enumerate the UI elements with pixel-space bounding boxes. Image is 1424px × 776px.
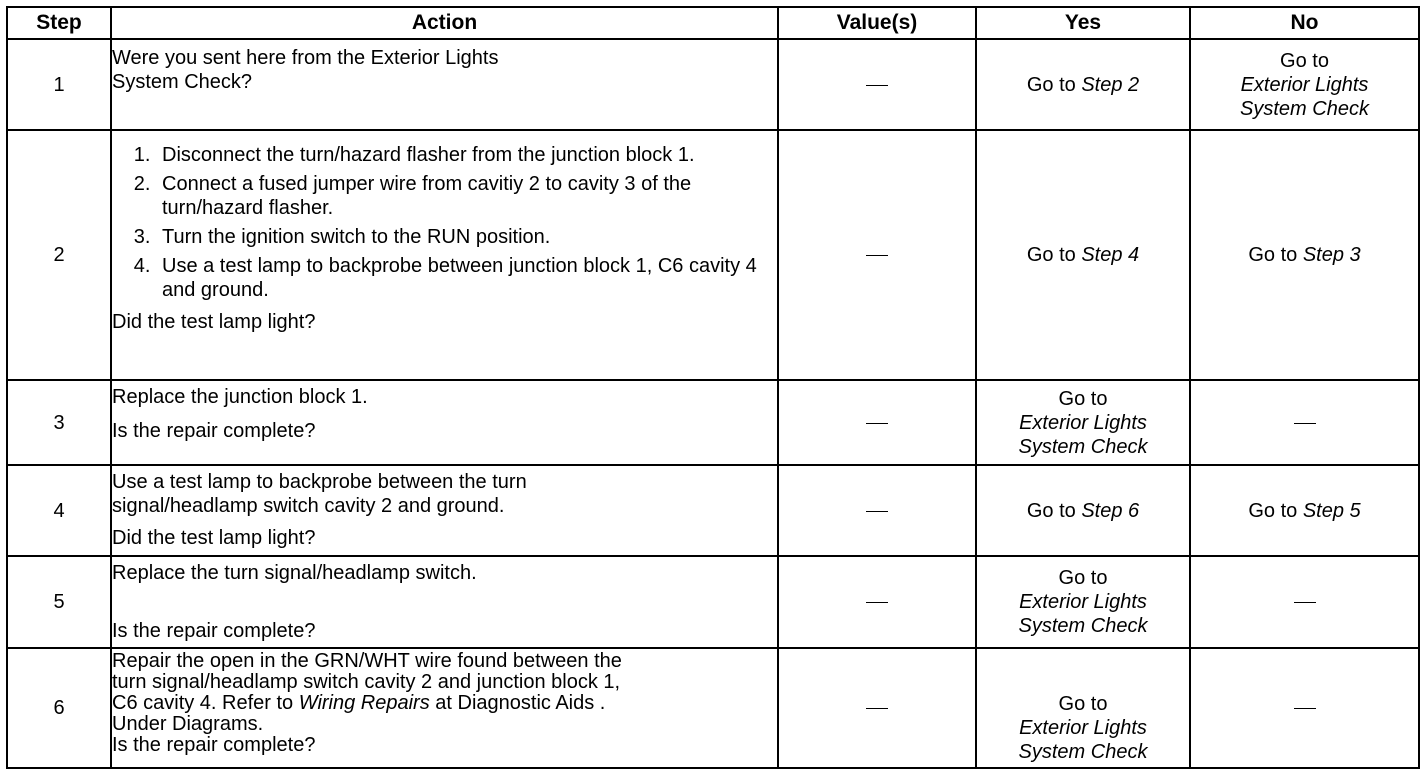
step-number: 6: [7, 648, 111, 768]
no-cell: [1190, 465, 1419, 556]
step-number: 3: [7, 380, 111, 465]
yes-cell: [976, 648, 1190, 768]
yes-prefix: Go to: [1026, 73, 1082, 96]
step-number: 1: [7, 39, 111, 130]
step-number: 4: [7, 465, 111, 556]
dash-mark: [866, 85, 888, 86]
question-text: Is the repair complete?: [112, 734, 316, 756]
no-step-link[interactable]: Step 5: [1302, 499, 1361, 522]
no-prefix: Go to: [1248, 244, 1303, 266]
question-text: Did the test lamp light?: [112, 311, 316, 333]
action-text: Use a test lamp to backprobe between the turn: [112, 471, 527, 493]
yes-link[interactable]: System Check: [1018, 615, 1148, 637]
yes-step-link[interactable]: Step 4: [1081, 244, 1140, 266]
yes-link[interactable]: Exterior Lights: [1019, 717, 1147, 739]
no-link[interactable]: System Check: [1240, 97, 1369, 120]
list-item: 1. Disconnect the turn/hazard flasher from the junction block 1.: [156, 143, 777, 167]
action-text: turn signal/headlamp switch cavity 2 and junction block 1,: [112, 671, 621, 693]
step-number: 2: [7, 130, 111, 380]
table-row: [7, 648, 1419, 768]
no-cell: [1190, 39, 1419, 130]
table-row: [7, 39, 1419, 130]
no-cell: [1190, 380, 1419, 465]
question-text: Is the repair complete?: [112, 620, 316, 642]
list-item: 3. Turn the ignition switch to the RUN position.: [156, 225, 777, 249]
diagnostic-table: [6, 6, 1420, 769]
yes-prefix: Go to: [1058, 387, 1108, 410]
no-cell: [1190, 556, 1419, 648]
action-cell: [111, 380, 778, 465]
action-text: Replace the turn signal/headlamp switch.: [112, 562, 477, 584]
dash-mark: [1294, 423, 1316, 424]
action-cell: [111, 556, 778, 648]
action-cell: [111, 648, 778, 768]
action-text: Under Diagrams.: [112, 713, 264, 735]
value-cell: [778, 39, 976, 130]
no-prefix: Go to: [1280, 49, 1329, 72]
header-values: Value(s): [778, 7, 976, 39]
dash-mark: [1294, 708, 1316, 709]
dash-mark: [866, 255, 888, 256]
action-cell: [111, 130, 778, 380]
action-text: Were you sent here from the Exterior Lights: [112, 47, 499, 69]
wiring-repairs-link[interactable]: Wiring Repairs: [298, 692, 430, 714]
yes-link[interactable]: Exterior Lights: [1019, 411, 1147, 434]
action-text: [112, 693, 777, 714]
value-cell: [778, 465, 976, 556]
action-text: System Check?: [112, 71, 253, 93]
no-step-link[interactable]: Step 3: [1302, 244, 1361, 266]
yes-cell: [976, 380, 1190, 465]
yes-link[interactable]: Exterior Lights: [1019, 591, 1147, 613]
action-cell: [111, 39, 778, 130]
dash-mark: [866, 511, 888, 512]
dash-mark: [866, 708, 888, 709]
action-text-post: at Diagnostic Aids .: [429, 692, 606, 714]
no-link[interactable]: Exterior Lights: [1240, 73, 1369, 96]
no-cell: [1190, 130, 1419, 380]
action-text: signal/headlamp switch cavity 2 and ground.: [112, 495, 505, 517]
yes-step-link[interactable]: Step 2: [1081, 73, 1140, 96]
yes-link[interactable]: System Check: [1018, 741, 1148, 763]
header-step: Step: [7, 7, 111, 39]
dash-mark: [1294, 602, 1316, 603]
action-text: Repair the open in the GRN/WHT wire found between the: [112, 650, 622, 672]
table-row: [7, 380, 1419, 465]
header-no: No: [1190, 7, 1419, 39]
question-text: Is the repair complete?: [112, 420, 316, 442]
table-row: [7, 130, 1419, 380]
yes-cell: [976, 130, 1190, 380]
action-text: Replace the junction block 1.: [112, 386, 368, 408]
yes-prefix: Go to: [1058, 567, 1108, 589]
yes-cell: [976, 556, 1190, 648]
action-cell: [111, 465, 778, 556]
yes-cell: [976, 465, 1190, 556]
value-cell: [778, 648, 976, 768]
action-text-pre: C6 cavity 4. Refer to: [112, 692, 299, 714]
action-step-list: [112, 143, 777, 302]
yes-prefix: Go to: [1026, 244, 1082, 266]
yes-step-link[interactable]: Step 6: [1081, 499, 1140, 522]
table-row: [7, 556, 1419, 648]
no-prefix: Go to: [1248, 499, 1303, 522]
yes-link[interactable]: System Check: [1018, 435, 1148, 458]
yes-cell: [976, 39, 1190, 130]
value-cell: [778, 380, 976, 465]
table-row: [7, 465, 1419, 556]
list-item: 2. Connect a fused jumper wire from cavitiy 2 to cavity 3 of the turn/hazard flasher.: [156, 172, 777, 220]
dash-mark: [866, 602, 888, 603]
header-row: [7, 7, 1419, 39]
list-item: 4. Use a test lamp to backprobe between junction block 1, C6 cavity 4 and ground.: [156, 254, 777, 302]
header-action: Action: [111, 7, 778, 39]
step-number: 5: [7, 556, 111, 648]
yes-prefix: Go to: [1026, 499, 1082, 522]
value-cell: [778, 556, 976, 648]
dash-mark: [866, 423, 888, 424]
value-cell: [778, 130, 976, 380]
header-yes: Yes: [976, 7, 1190, 39]
no-cell: [1190, 648, 1419, 768]
yes-prefix: Go to: [1058, 693, 1108, 715]
question-text: Did the test lamp light?: [112, 527, 316, 549]
